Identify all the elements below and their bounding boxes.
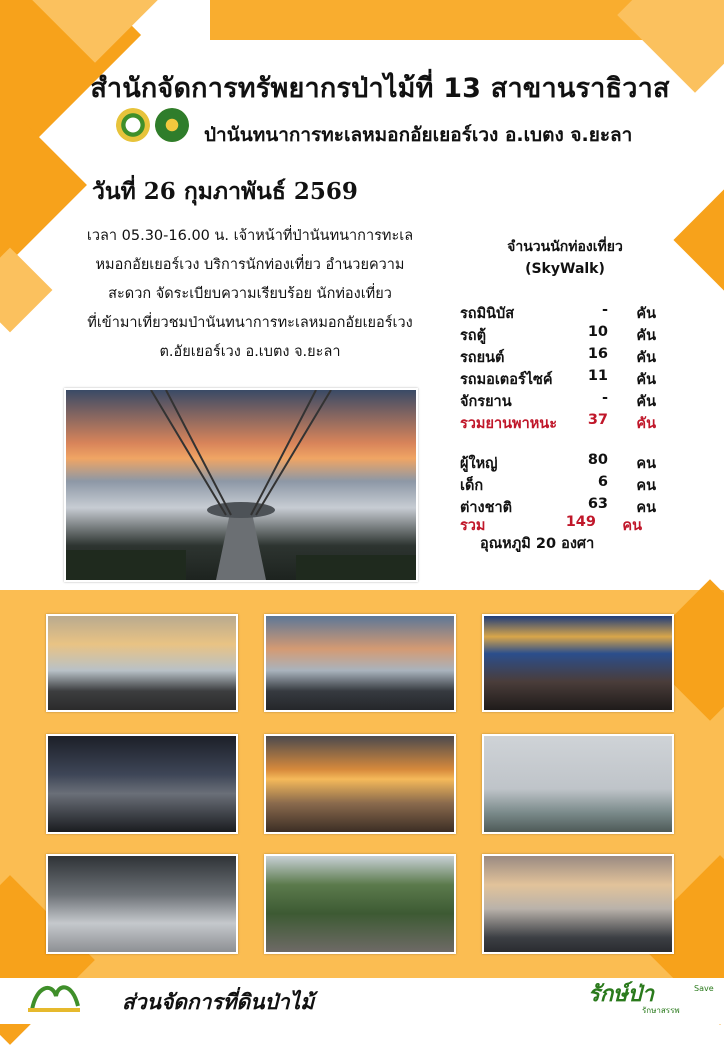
stat-value: 63 bbox=[587, 496, 608, 512]
stat-unit: คัน bbox=[636, 394, 656, 410]
description-line: ต.อัยเยอร์เวง อ.เบตง จ.ยะลา bbox=[159, 344, 341, 360]
description-line: สะดวก จัดระเบียบความเรียบร้อย นักท่องเที่ยว bbox=[108, 286, 392, 302]
description bbox=[40, 222, 460, 367]
stat-unit: คัน bbox=[636, 328, 656, 344]
page-subtitle: ป่านันทนาการทะเลหมอกอัยเยอร์เวง อ.เบตง จ.ยะลา bbox=[204, 124, 633, 146]
forest-land-logo-icon bbox=[22, 976, 86, 1016]
stat-label: รถยนต์ bbox=[460, 350, 505, 366]
description-line: หมอกอัยเยอร์เวง บริการนักท่องเที่ยว อำนวยความ bbox=[95, 257, 405, 273]
stat-row-adults bbox=[460, 452, 660, 474]
gallery-photo-1 bbox=[46, 614, 238, 712]
stat-label: เด็ก bbox=[460, 478, 484, 494]
right-orange-shape bbox=[673, 183, 724, 296]
royal-emblem-logo bbox=[116, 108, 150, 142]
gallery-photo-3 bbox=[482, 614, 674, 712]
temperature: อุณหภูมิ 20 องศา bbox=[480, 536, 595, 552]
gallery-photo-4 bbox=[46, 734, 238, 834]
stat-row-vehicle-total bbox=[460, 412, 660, 434]
stat-value: 10 bbox=[587, 324, 608, 340]
stat-unit: คัน bbox=[636, 350, 656, 366]
stats-heading bbox=[470, 236, 660, 280]
report-date: วันที่ 26 กุมภาพันธ์ 2569 bbox=[92, 178, 358, 205]
stat-value: 11 bbox=[587, 368, 608, 384]
stat-row-motorcycle bbox=[460, 368, 660, 390]
main-skywalk-photo bbox=[64, 388, 418, 582]
stats-title: จำนวนนักท่องเที่ยว bbox=[507, 239, 623, 255]
stat-value: 80 bbox=[587, 452, 608, 468]
stat-label: รวมยานพาหนะ bbox=[460, 416, 557, 432]
stat-value: 16 bbox=[587, 346, 608, 362]
stat-label: รถตู้ bbox=[460, 328, 486, 344]
stat-label: จักรยาน bbox=[460, 394, 512, 410]
footer-brand: รักษ์ป่า bbox=[588, 982, 654, 1007]
stat-row-bicycle bbox=[460, 390, 660, 412]
stat-value: 149 bbox=[565, 514, 596, 530]
stat-unit: คัน bbox=[636, 372, 656, 388]
footer-department: ส่วนจัดการที่ดินป่าไม้ bbox=[122, 990, 315, 1014]
stat-row-minibus bbox=[460, 302, 660, 324]
stat-unit: คน bbox=[622, 518, 642, 534]
footer-brand-save: Save bbox=[694, 984, 714, 993]
gallery-photo-6 bbox=[482, 734, 674, 834]
gallery-photo-8 bbox=[264, 854, 456, 954]
stat-row-children bbox=[460, 474, 660, 496]
stat-label: รถมอเตอร์ไซค์ bbox=[460, 372, 553, 388]
stat-label: รถมินิบัส bbox=[460, 306, 515, 322]
gallery-photo-9 bbox=[482, 854, 674, 954]
footer-brand-sub: รักษาสรรพ bbox=[642, 1006, 680, 1015]
stats-subtitle: (SkyWalk) bbox=[525, 261, 605, 277]
stat-value: 37 bbox=[587, 412, 608, 428]
description-line: เวลา 05.30-16.00 น. เจ้าหน้าที่ป่านันทนาการทะเล bbox=[86, 228, 414, 244]
description-line: ที่เข้ามาเที่ยวชมป่านันทนาการทะเลหมอกอัยเยอร์เวง bbox=[87, 315, 413, 331]
stat-unit: คัน bbox=[636, 416, 656, 432]
stat-unit: คน bbox=[636, 478, 656, 494]
stat-unit: คน bbox=[636, 456, 656, 472]
stat-label: ผู้ใหญ่ bbox=[460, 456, 498, 472]
stat-row-van bbox=[460, 324, 660, 346]
gallery-photo-7 bbox=[46, 854, 238, 954]
gallery-photo-2 bbox=[264, 614, 456, 712]
stat-unit: คัน bbox=[636, 306, 656, 322]
stat-row-car bbox=[460, 346, 660, 368]
stat-value: 6 bbox=[597, 474, 608, 490]
page-title: สำนักจัดการทรัพยากรป่าไม้ที่ 13 สาขานราธิวาส bbox=[90, 73, 670, 104]
gallery-photo-5 bbox=[264, 734, 456, 834]
stat-value: - bbox=[601, 390, 608, 406]
stat-label: ต่างชาติ bbox=[460, 500, 513, 516]
stat-label: รวม bbox=[460, 518, 486, 534]
skywalk-illustration bbox=[66, 390, 416, 580]
footer-left-logo bbox=[22, 976, 86, 1016]
stat-unit: คน bbox=[636, 500, 656, 516]
forest-department-logo bbox=[155, 108, 189, 142]
stat-value: - bbox=[601, 302, 608, 318]
